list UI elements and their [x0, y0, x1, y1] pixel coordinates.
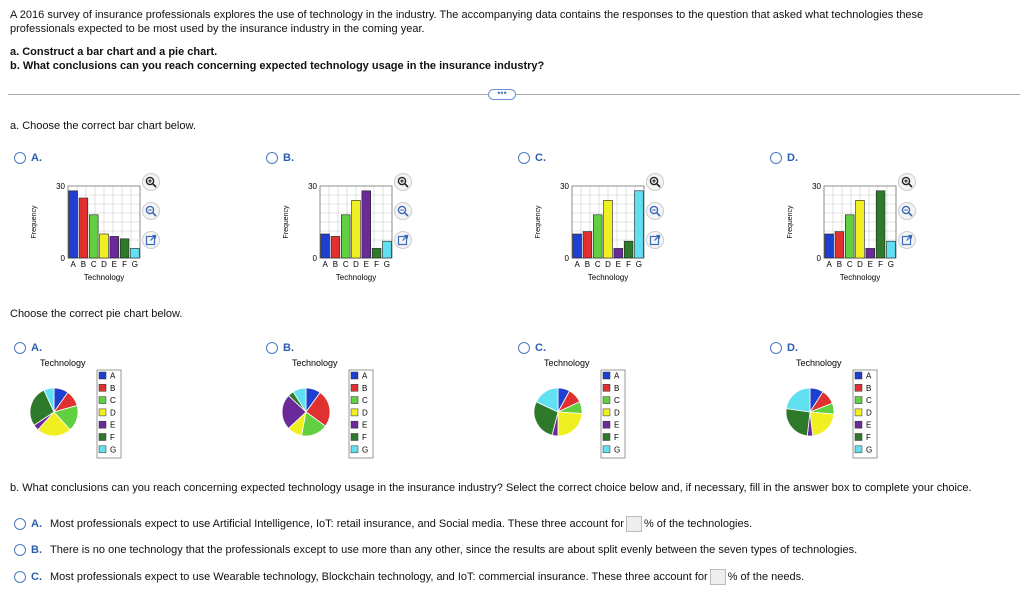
- legend-label: F: [614, 433, 619, 442]
- bar-f: [120, 239, 129, 258]
- legend-label: F: [110, 433, 115, 442]
- legend-label: C: [110, 396, 116, 406]
- legend-swatch-g: [99, 446, 106, 453]
- bar-d: [856, 200, 865, 258]
- legend-label: F: [866, 433, 871, 442]
- answer-b-text: There is no one technology that the professionals except to use more than any other, since the results are about split evenly between the seven types of technologies.: [50, 544, 858, 556]
- legend-swatch-e: [603, 421, 610, 428]
- pie-legend: [349, 370, 373, 458]
- bar-chart-a: [24, 180, 154, 290]
- y-tick-top: 30: [56, 182, 65, 191]
- answer-a-suffix: % of the technologies.: [643, 518, 753, 530]
- legend-label: D: [614, 408, 620, 418]
- legend-label: G: [614, 445, 621, 455]
- bar-chart-d: [780, 180, 910, 290]
- y-tick-top: 30: [308, 182, 317, 191]
- x-tick-label: D: [353, 260, 359, 269]
- answer-a-input[interactable]: [626, 516, 642, 532]
- legend-label: E: [110, 420, 116, 430]
- pie-chart-c: [528, 356, 628, 460]
- x-axis-label: Technology: [335, 273, 377, 282]
- bar-c-popout-icon[interactable]: [646, 231, 664, 249]
- bar-d: [352, 200, 361, 258]
- legend-swatch-b: [603, 384, 610, 391]
- bar-d-zoom-out-icon[interactable]: [898, 202, 916, 220]
- bar-g: [130, 248, 139, 258]
- x-tick-label: C: [846, 260, 853, 269]
- y-tick-top: 30: [560, 182, 569, 191]
- bar-g: [382, 241, 391, 258]
- answer-option-b[interactable]: [14, 543, 857, 557]
- answer-c-suffix: % of the needs.: [727, 571, 805, 583]
- y-tick-bottom: 0: [816, 254, 821, 263]
- x-tick-label: A: [70, 260, 76, 269]
- bar-c: [845, 215, 854, 258]
- legend-label: G: [362, 445, 369, 455]
- bar-f: [372, 248, 381, 258]
- x-tick-label: D: [101, 260, 107, 269]
- slice-d: [810, 412, 834, 436]
- option-letter: C.: [535, 152, 546, 164]
- legend-swatch-d: [855, 409, 862, 416]
- legend-label: A: [866, 371, 872, 381]
- pie-option-radio-d[interactable]: [770, 342, 798, 354]
- x-tick-label: E: [867, 260, 873, 269]
- legend-label: B: [614, 383, 620, 393]
- pie-title: Technology: [292, 358, 338, 368]
- pie-option-radio-a[interactable]: [14, 342, 42, 354]
- question-text: [10, 8, 923, 73]
- bar-g: [886, 241, 895, 258]
- slice-f: [786, 409, 810, 436]
- legend-label: F: [362, 433, 367, 442]
- legend-swatch-d: [99, 409, 106, 416]
- legend-swatch-a: [855, 372, 862, 379]
- legend-swatch-a: [603, 372, 610, 379]
- x-tick-label: A: [322, 260, 328, 269]
- legend-swatch-g: [603, 446, 610, 453]
- radio-button[interactable]: [770, 342, 782, 354]
- radio-button[interactable]: [14, 342, 26, 354]
- bar-d: [100, 234, 109, 258]
- bar-a: [573, 234, 582, 258]
- pie-chart-container: [276, 356, 376, 465]
- bar-e: [866, 248, 875, 258]
- x-tick-label: G: [383, 260, 390, 269]
- x-tick-label: F: [626, 260, 632, 269]
- bar-chart-prompt: a. Choose the correct bar chart below.: [10, 120, 196, 132]
- bar-b-zoom-out-icon[interactable]: [394, 202, 412, 220]
- radio-answer-c[interactable]: [14, 571, 26, 583]
- question-part-b: b. What conclusions can you reach concerning expected technology usage in the insurance industry?: [10, 60, 545, 72]
- legend-label: D: [362, 408, 368, 418]
- legend-label: E: [866, 420, 872, 430]
- legend-label: A: [110, 371, 116, 381]
- legend-label: G: [866, 445, 873, 455]
- bar-a-zoom-in-icon[interactable]: [142, 173, 160, 191]
- x-tick-label: F: [878, 260, 884, 269]
- bar-d: [604, 200, 613, 258]
- radio-button[interactable]: [266, 152, 278, 164]
- legend-swatch-e: [855, 421, 862, 428]
- question-line-2: professionals expected to be most used by the insurance industry in the coming year.: [10, 23, 425, 35]
- pie-chart-a: [24, 356, 124, 460]
- pie-chart-b: [276, 356, 376, 460]
- answer-c-letter: C.: [31, 571, 42, 583]
- x-tick-label: F: [122, 260, 128, 269]
- legend-label: C: [866, 396, 872, 406]
- legend-swatch-e: [351, 421, 358, 428]
- bar-chart-container: [780, 180, 910, 295]
- legend-swatch-c: [855, 397, 862, 404]
- bar-chart-b: [276, 180, 406, 290]
- bar-a-zoom-out-icon[interactable]: [142, 202, 160, 220]
- pie-chart-container: [528, 356, 628, 465]
- pie-title: Technology: [796, 358, 842, 368]
- bar-c: [341, 215, 350, 258]
- option-letter: A.: [31, 342, 42, 354]
- radio-answer-a[interactable]: [14, 518, 26, 530]
- pie-option-radio-c[interactable]: [518, 342, 546, 354]
- y-tick-bottom: 0: [564, 254, 569, 263]
- legend-swatch-d: [603, 409, 610, 416]
- x-tick-label: A: [826, 260, 832, 269]
- pie-legend: [97, 370, 121, 458]
- bar-d-zoom-in-icon[interactable]: [898, 173, 916, 191]
- x-tick-label: E: [615, 260, 621, 269]
- legend-label: C: [362, 396, 368, 406]
- bar-chart-container: [24, 180, 154, 295]
- bar-chart-container: [528, 180, 658, 295]
- option-letter: D.: [787, 342, 798, 354]
- answer-c-text: Most professionals expect to use Wearable technology, Blockchain technology, and IoT: commercial insurance. These three account for: [50, 571, 708, 583]
- legend-swatch-a: [351, 372, 358, 379]
- part-b-prompt: b. What conclusions can you reach concerning expected technology usage in the insurance industry? Select the correct choice below and, if necessary, fill in the answer box to complete your choice.: [10, 482, 972, 494]
- legend-swatch-c: [351, 397, 358, 404]
- answer-a-text: Most professionals expect to use Artificial Intelligence, IoT: retail insurance, and Social media. These three account for: [50, 518, 624, 530]
- bar-b: [79, 198, 88, 258]
- bar-b: [331, 236, 340, 258]
- answer-option-c[interactable]: [14, 569, 804, 585]
- x-tick-label: E: [111, 260, 117, 269]
- more-button[interactable]: •••: [488, 89, 516, 100]
- x-tick-label: B: [836, 260, 843, 269]
- option-letter: A.: [31, 152, 42, 164]
- bar-e: [362, 191, 371, 258]
- bar-option-radio-b[interactable]: [266, 152, 294, 164]
- legend-swatch-g: [351, 446, 358, 453]
- answer-c-input[interactable]: [710, 569, 726, 585]
- legend-label: D: [866, 408, 872, 418]
- bar-a: [321, 234, 330, 258]
- bar-b-popout-icon[interactable]: [394, 231, 412, 249]
- option-letter: D.: [787, 152, 798, 164]
- legend-swatch-e: [99, 421, 106, 428]
- x-tick-label: F: [374, 260, 380, 269]
- question-line-1: A 2016 survey of insurance professionals explores the use of technology in the industry. The accompanying data contains the responses to the question that asked what technologies these: [10, 9, 924, 21]
- question-part-a: a. Construct a bar chart and a pie chart.: [10, 46, 218, 58]
- bar-option-radio-d[interactable]: [770, 152, 798, 164]
- legend-label: G: [110, 445, 117, 455]
- answer-option-a[interactable]: [14, 516, 752, 532]
- y-axis-label: Frequency: [787, 205, 794, 239]
- pie-chart-prompt: Choose the correct pie chart below.: [10, 308, 183, 320]
- bar-option-radio-a[interactable]: [14, 152, 42, 164]
- legend-label: B: [362, 383, 368, 393]
- legend-label: E: [614, 420, 620, 430]
- legend-swatch-c: [99, 397, 106, 404]
- bar-a: [69, 191, 78, 258]
- radio-answer-b[interactable]: [14, 544, 26, 556]
- y-tick-bottom: 0: [312, 254, 317, 263]
- slice-d: [558, 412, 582, 436]
- legend-label: A: [614, 371, 620, 381]
- radio-button[interactable]: [266, 342, 278, 354]
- slice-g: [786, 388, 810, 412]
- y-axis-label: Frequency: [535, 205, 542, 239]
- bar-c-zoom-in-icon[interactable]: [646, 173, 664, 191]
- legend-swatch-a: [99, 372, 106, 379]
- legend-swatch-c: [603, 397, 610, 404]
- bar-a-popout-icon[interactable]: [142, 231, 160, 249]
- legend-label: C: [614, 396, 620, 406]
- bar-option-radio-c[interactable]: [518, 152, 546, 164]
- radio-button[interactable]: [14, 152, 26, 164]
- legend-swatch-f: [603, 434, 610, 441]
- y-tick-bottom: 0: [60, 254, 65, 263]
- pie-legend: [601, 370, 625, 458]
- x-tick-label: A: [574, 260, 580, 269]
- pie-option-radio-b[interactable]: [266, 342, 294, 354]
- legend-label: D: [110, 408, 116, 418]
- x-axis-label: Technology: [839, 273, 881, 282]
- y-tick-top: 30: [812, 182, 821, 191]
- option-letter: B.: [283, 152, 294, 164]
- radio-button[interactable]: [770, 152, 782, 164]
- x-tick-label: B: [584, 260, 591, 269]
- bar-d-popout-icon[interactable]: [898, 231, 916, 249]
- y-axis-label: Frequency: [31, 205, 38, 239]
- legend-swatch-b: [99, 384, 106, 391]
- answer-b-letter: B.: [31, 544, 42, 556]
- bar-c: [89, 215, 98, 258]
- option-letter: B.: [283, 342, 294, 354]
- bar-g: [634, 191, 643, 258]
- x-tick-label: C: [342, 260, 349, 269]
- legend-swatch-f: [99, 434, 106, 441]
- x-tick-label: C: [90, 260, 97, 269]
- radio-button[interactable]: [518, 152, 530, 164]
- x-tick-label: D: [605, 260, 611, 269]
- x-tick-label: E: [363, 260, 369, 269]
- pie-chart-d: [780, 356, 880, 460]
- bar-f: [624, 241, 633, 258]
- x-tick-label: B: [80, 260, 87, 269]
- x-axis-label: Technology: [83, 273, 125, 282]
- legend-swatch-d: [351, 409, 358, 416]
- x-tick-label: C: [594, 260, 601, 269]
- x-tick-label: G: [887, 260, 894, 269]
- x-tick-label: G: [635, 260, 642, 269]
- legend-swatch-b: [351, 384, 358, 391]
- bar-f: [876, 191, 885, 258]
- legend-swatch-g: [855, 446, 862, 453]
- bar-c: [593, 215, 602, 258]
- bar-c-zoom-out-icon[interactable]: [646, 202, 664, 220]
- pie-chart-container: [780, 356, 880, 465]
- legend-swatch-b: [855, 384, 862, 391]
- radio-button[interactable]: [518, 342, 530, 354]
- pie-title: Technology: [40, 358, 86, 368]
- x-tick-label: G: [131, 260, 138, 269]
- bar-b: [583, 232, 592, 258]
- answer-a-letter: A.: [31, 518, 42, 530]
- pie-chart-container: [24, 356, 124, 465]
- y-axis-label: Frequency: [283, 205, 290, 239]
- bar-e: [110, 236, 119, 258]
- x-tick-label: D: [857, 260, 863, 269]
- bar-e: [614, 248, 623, 258]
- x-axis-label: Technology: [587, 273, 629, 282]
- bar-chart-container: [276, 180, 406, 295]
- legend-label: E: [362, 420, 368, 430]
- x-tick-label: B: [332, 260, 339, 269]
- bar-a: [825, 234, 834, 258]
- pie-legend: [853, 370, 877, 458]
- bar-chart-c: [528, 180, 658, 290]
- legend-label: B: [866, 383, 872, 393]
- pie-title: Technology: [544, 358, 590, 368]
- legend-label: A: [362, 371, 368, 381]
- legend-swatch-f: [351, 434, 358, 441]
- legend-label: B: [110, 383, 116, 393]
- bar-b: [835, 232, 844, 258]
- option-letter: C.: [535, 342, 546, 354]
- legend-swatch-f: [855, 434, 862, 441]
- bar-b-zoom-in-icon[interactable]: [394, 173, 412, 191]
